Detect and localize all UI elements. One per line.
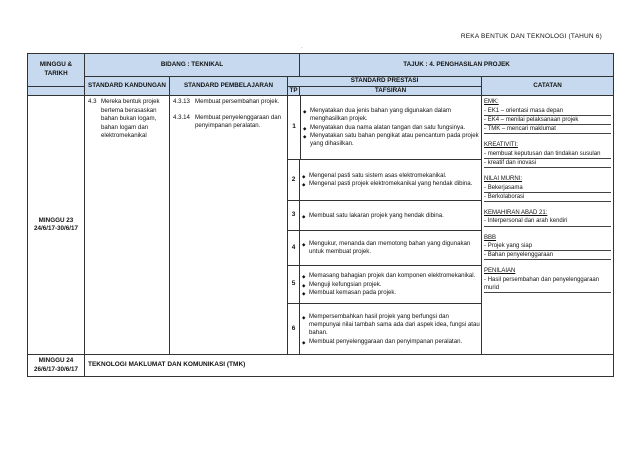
week-label: MINGGU 23 xyxy=(38,216,74,224)
bbb-item: - Projek yang siap xyxy=(484,242,611,251)
header-catatan: CATATAN xyxy=(482,77,614,96)
header-spacer xyxy=(28,86,85,96)
header-standard-pembelajaran: STANDARD PEMBELAJARAN xyxy=(170,77,288,96)
header-standard-kandungan: STANDARD KANDUNGAN xyxy=(85,77,170,96)
bbb-item: - Bahan penyelenggaraan xyxy=(484,251,611,260)
kandungan-code: 4.3 xyxy=(88,98,97,106)
emk-item: - EK4 – menilai pelaksanaan projek xyxy=(484,116,611,125)
emk-title: EMK: xyxy=(484,99,499,106)
week-date: 24/6/17-30/6/17 xyxy=(33,225,79,233)
pembelajaran-code: 4.3.13 xyxy=(173,98,190,106)
week-label: MINGGU 24 xyxy=(38,357,74,365)
header-standard-prestasi: STANDARD PRESTASI xyxy=(288,77,482,87)
header-tp: TP xyxy=(288,86,300,96)
kreativiti-item: - membuat keputusan dan tindakan susulan xyxy=(484,150,611,159)
kreativiti-title: KREATIVITI: xyxy=(484,142,518,149)
kandungan-text: Mereka bentuk projek bertema berasaskan bahan bukan logam, bahan logam dan elektromekanikal xyxy=(101,98,160,139)
tafsiran-item: ◆ Menyatakan dua jenis bahan yang digunakan dalam menghasilkan projek. xyxy=(303,107,481,124)
tmk-topic: TEKNOLOGI MAKLUMAT DAN KOMUNIKASI (TMK) xyxy=(85,355,614,377)
tp-number: 6 xyxy=(288,304,300,355)
kemahiran-abad-title: KEMAHIRAN ABAD 21: xyxy=(484,210,548,217)
tp-number: 3 xyxy=(288,201,300,231)
tafsiran-item: ◆ Menyatakan satu bahan pengikat atau pencantum pada projek yang dihasilkan. xyxy=(303,132,481,149)
page-mark: . xyxy=(301,44,303,50)
lesson-plan-table xyxy=(27,53,614,377)
bbb-title: BBB xyxy=(484,234,497,241)
nilai-murni-item: - Bekerjasama xyxy=(484,184,611,193)
pembelajaran-code: 4.3.14 xyxy=(173,113,190,121)
header-tajuk: TAJUK : 4. PENGHASILAN PROJEK xyxy=(300,54,614,77)
tp-number: 2 xyxy=(288,160,300,201)
tafsiran-cell xyxy=(300,304,482,355)
tp-number: 1 xyxy=(288,96,301,159)
tafsiran-item: ◆ Menguji kefungsian projek. xyxy=(302,281,481,289)
kemahiran-abad-item: - Interpersonal dan arah kendiri xyxy=(484,217,611,226)
pembelajaran-text: Membuat penyelenggaraan dan penyimpanan peralatan. xyxy=(195,113,282,130)
tafsiran-cell xyxy=(300,201,482,231)
week-date: 26/6/17-30/6/17 xyxy=(33,365,79,373)
page-header-title: REKA BENTUK DAN TEKNOLOGI (TAHUN 6) xyxy=(460,33,602,40)
tafsiran-item: ◆ Memasang bahagian projek dan komponen elektromekanikal. xyxy=(302,272,481,280)
header-minggu-tarikh: MINGGU & TARIKH xyxy=(28,54,85,87)
kreativiti-item: - kreatif dan inovasi xyxy=(484,159,611,168)
tafsiran-item: ◆ Mengenal pasti projek elektromekanikal yang hendak dibina. xyxy=(302,180,481,188)
catatan-cell xyxy=(482,96,614,355)
tafsiran-cell xyxy=(300,266,482,304)
tafsiran-item: ◆ Membuat kemasan pada projek. xyxy=(302,289,481,297)
tafsiran-cell xyxy=(300,160,482,201)
standard-kandungan-cell xyxy=(85,96,170,355)
week-23-cell xyxy=(28,96,85,355)
tafsiran-item: ◆ Membuat satu lakaran projek yang hendak dibina. xyxy=(302,212,481,220)
tafsiran-item: ◆ Mempersembahkan hasil projek yang berfungsi dan mempunyai nilai tambah sama ada dari aspek idea, fungsi atau bahan. xyxy=(302,313,481,338)
emk-item: - EK1 – orientasi masa depan xyxy=(484,107,611,116)
tafsiran-cell xyxy=(300,231,482,266)
tafsiran-item: ◆ Membuat penyelenggaraan dan penyimpanan peralatan. xyxy=(302,338,481,346)
tafsiran-item: ◆ Menyatakan dua nama alatan tangan dan satu fungsinya. xyxy=(303,124,481,132)
tafsiran-item: ◆ Mengukur, menanda dan memotong bahan yang digunakan untuk membuat projek. xyxy=(302,240,481,257)
tp-number: 4 xyxy=(288,231,300,266)
tp-row-1 xyxy=(288,96,482,160)
tp-number: 5 xyxy=(288,266,300,304)
nilai-murni-title: NILAI MURNI: xyxy=(484,176,523,183)
emk-item: - TMK – mencari maklumat xyxy=(484,125,611,134)
week-24-cell xyxy=(28,355,85,377)
penilaian-title: PENILAIAN xyxy=(484,268,516,275)
standard-pembelajaran-cell xyxy=(170,96,288,355)
header-tafsiran: TAFSIRAN xyxy=(300,86,482,96)
nilai-murni-item: - Berkolaborasi xyxy=(484,193,611,202)
tafsiran-item: ◆ Mengenal pasti satu sistem asas elektromekanikal. xyxy=(302,172,481,180)
penilaian-item: - Hasil persembahan dan penyelenggaraan murid xyxy=(484,276,611,294)
header-bidang: BIDANG : TEKNIKAL xyxy=(85,54,300,77)
pembelajaran-text: Membuat persembahan projek. xyxy=(195,98,280,106)
